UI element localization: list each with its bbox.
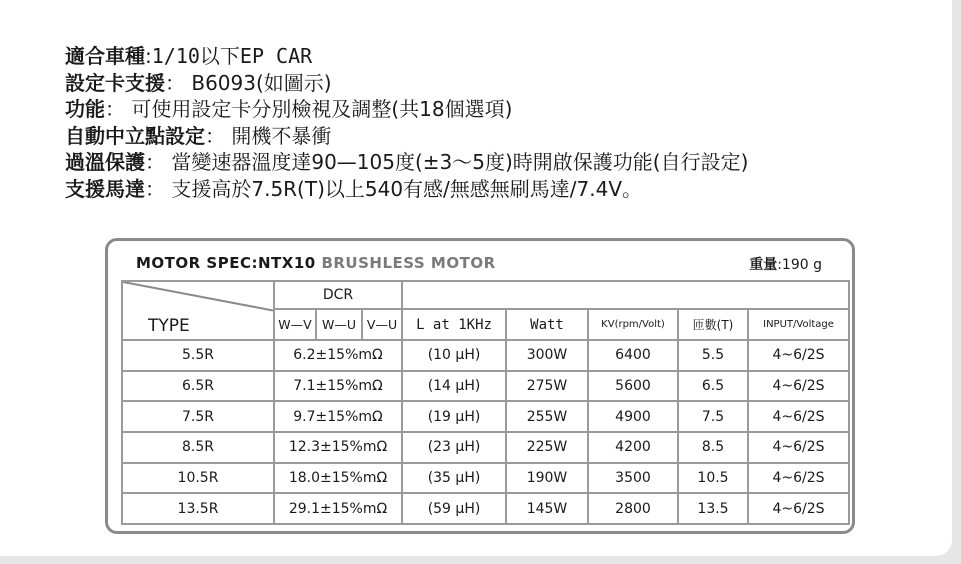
turns-cell: 8.5 — [678, 432, 748, 463]
kv-cell: 4200 — [588, 432, 678, 463]
wv-header: W—V — [274, 309, 316, 340]
turns-cell: 5.5 — [678, 340, 748, 371]
header-row-1 — [122, 281, 849, 309]
spec-label: 功能 — [65, 97, 105, 121]
spec-sep: ： — [145, 150, 165, 174]
diagonal-divider — [123, 282, 273, 339]
dcr-cell: 9.7±15%mΩ — [274, 401, 402, 432]
spec-value: 1/10以下EP CAR — [151, 44, 313, 68]
dcr-cell: 12.3±15%mΩ — [274, 432, 402, 463]
turns-cell: 7.5 — [678, 401, 748, 432]
type-header-cell — [122, 281, 274, 340]
inductance-cell: (14 μH) — [402, 371, 506, 402]
spec-label: 過溫保護 — [65, 150, 145, 174]
watt-cell: 190W — [506, 463, 588, 494]
type-cell: 13.5R — [122, 493, 274, 524]
type-header: TYPE — [148, 316, 190, 336]
motor-spec-table — [121, 280, 850, 525]
input-cell: 4~6/2S — [748, 371, 849, 402]
table-row — [122, 432, 849, 463]
spec-line-neutral — [65, 123, 748, 150]
spec-label: 設定卡支援 — [65, 70, 165, 95]
turns-cell: 10.5 — [678, 463, 748, 494]
title-prefix: MOTOR SPEC: — [136, 254, 258, 272]
table-row — [122, 340, 849, 371]
dcr-header: DCR — [274, 281, 402, 309]
motor-spec-title — [136, 254, 836, 276]
spec-sep: ： — [105, 97, 125, 121]
inductance-header: L at 1KHz — [402, 309, 506, 340]
spec-label: 支援馬達 — [65, 176, 145, 201]
watt-cell: 300W — [506, 340, 588, 371]
inductance-cell: (35 μH) — [402, 463, 506, 494]
type-cell: 8.5R — [122, 432, 274, 463]
wu-header: W—U — [316, 309, 362, 340]
spec-line-function — [65, 96, 748, 123]
watt-header: Watt — [506, 309, 588, 340]
input-cell: 4~6/2S — [748, 340, 849, 371]
kv-cell: 4900 — [588, 401, 678, 432]
vu-header: V—U — [362, 309, 402, 340]
turns-cell: 13.5 — [678, 493, 748, 524]
table-row — [122, 371, 849, 402]
table-row — [122, 401, 849, 432]
spec-label: 適合車種 — [65, 44, 145, 68]
kv-cell: 2800 — [588, 493, 678, 524]
motor-spec-card — [105, 238, 855, 534]
input-header: INPUT/Voltage — [748, 309, 849, 340]
kv-header: KV(rpm/Volt) — [588, 309, 678, 340]
spec-value: 當變速器溫度達90—105度(±3～5度)時開啟保護功能(自行設定) — [165, 150, 749, 174]
dcr-cell: 18.0±15%mΩ — [274, 463, 402, 494]
spec-value: 開機不暴衝 — [225, 123, 332, 148]
spec-line-thermal — [65, 149, 748, 176]
weight-key: 重量 — [749, 257, 778, 273]
spec-line-compatible — [65, 43, 748, 70]
watt-cell: 255W — [506, 401, 588, 432]
table-row — [122, 463, 849, 494]
table-row — [122, 493, 849, 524]
spec-sep: ： — [205, 123, 225, 148]
inductance-cell: (59 μH) — [402, 493, 506, 524]
input-cell: 4~6/2S — [748, 401, 849, 432]
inductance-cell: (10 μH) — [402, 340, 506, 371]
spec-lines — [65, 43, 748, 202]
kv-cell: 3500 — [588, 463, 678, 494]
spec-line-card — [65, 70, 748, 97]
inductance-cell: (19 μH) — [402, 401, 506, 432]
weight-value: :190 g — [777, 257, 822, 273]
spec-line-motor — [65, 176, 748, 203]
spec-value: B6093(如圖示) — [185, 70, 332, 95]
inductance-cell: (23 μH) — [402, 432, 506, 463]
dcr-cell: 7.1±15%mΩ — [274, 371, 402, 402]
spec-sep: ： — [165, 70, 185, 95]
title-suffix: BRUSHLESS MOTOR — [315, 254, 496, 272]
spec-sep: ： — [145, 176, 165, 201]
kv-cell: 5600 — [588, 371, 678, 402]
input-cell: 4~6/2S — [748, 432, 849, 463]
type-cell: 10.5R — [122, 463, 274, 494]
turns-cell: 6.5 — [678, 371, 748, 402]
type-cell: 7.5R — [122, 401, 274, 432]
watt-cell: 225W — [506, 432, 588, 463]
dcr-cell: 29.1±15%mΩ — [274, 493, 402, 524]
spec-sep: : — [145, 44, 152, 68]
type-cell: 6.5R — [122, 371, 274, 402]
spec-label: 自動中立點設定 — [65, 123, 205, 148]
type-cell: 5.5R — [122, 340, 274, 371]
input-cell: 4~6/2S — [748, 493, 849, 524]
kv-cell: 6400 — [588, 340, 678, 371]
weight-label — [749, 254, 822, 274]
turns-header: 匝數(T) — [678, 309, 748, 340]
spec-value: 可使用設定卡分別檢視及調整(共18個選項) — [125, 97, 513, 121]
input-cell: 4~6/2S — [748, 463, 849, 494]
title-model: NTX10 — [257, 254, 316, 272]
watt-cell: 275W — [506, 371, 588, 402]
blank-header-cell — [402, 281, 849, 309]
dcr-cell: 6.2±15%mΩ — [274, 340, 402, 371]
watt-cell: 145W — [506, 493, 588, 524]
spec-value: 支援高於7.5R(T)以上540有感/無感無刷馬達/7.4V。 — [165, 176, 643, 201]
